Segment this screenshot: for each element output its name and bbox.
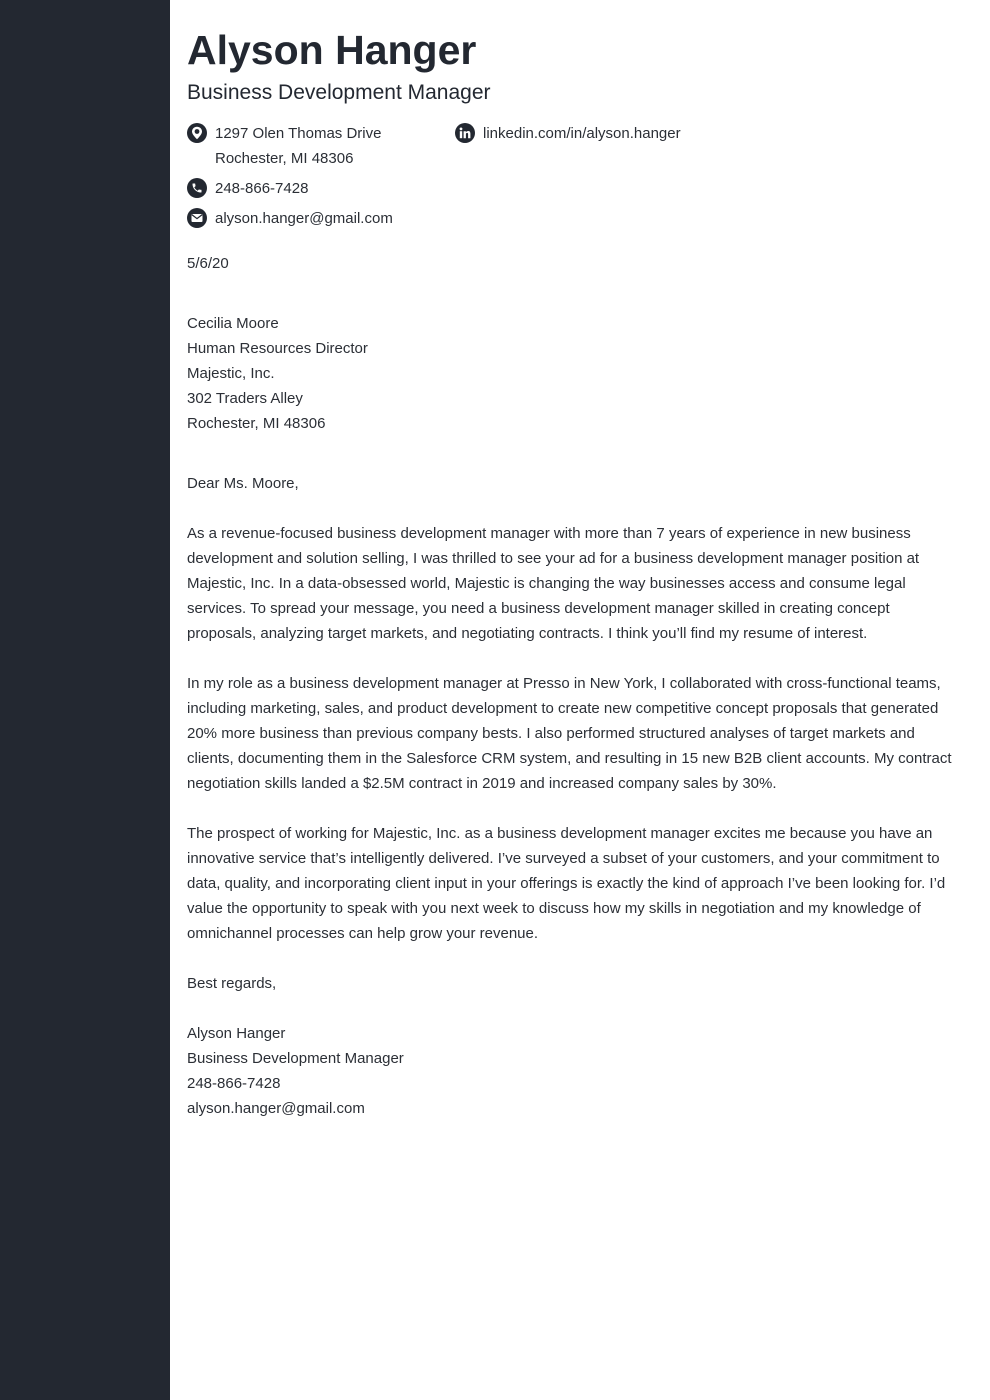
phone-icon [187, 178, 207, 198]
linkedin-text: linkedin.com/in/alyson.hanger [483, 125, 681, 142]
signature-phone: 248-866-7428 [187, 1075, 281, 1092]
address-text [215, 121, 381, 171]
signature-name: Alyson Hanger [187, 1025, 286, 1042]
closing: Best regards, [187, 975, 277, 992]
address-line-2: Rochester, MI 48306 [215, 150, 354, 167]
recipient-name: Cecilia Moore [187, 315, 279, 332]
applicant-job-title: Business Development Manager [187, 81, 491, 104]
contact-phone [187, 176, 308, 201]
recipient-title: Human Resources Director [187, 340, 368, 357]
letter-date: 5/6/20 [187, 255, 229, 272]
recipient-company: Majestic, Inc. [187, 365, 275, 382]
address-line-1: 1297 Olen Thomas Drive [215, 125, 382, 142]
contact-address [187, 121, 381, 171]
body-paragraph-3: The prospect of working for Majestic, Inc. as a business development manager excites me because you have an innovative service that’s intelligently delivered. I’ve surveyed a subset of your customers, and your commitment to data, quality, and incorporating client input in your offerings is exactly the kind of approach I’ve been looking for. I’d value the opportunity to speak with you next week to discuss how my skills in negotiation and my knowledge of omnichannel processes can help grow your revenue. [187, 825, 946, 942]
email-text: alyson.hanger@gmail.com [215, 210, 393, 227]
salutation: Dear Ms. Moore, [187, 475, 299, 492]
signature-title: Business Development Manager [187, 1050, 404, 1067]
recipient-block [187, 311, 368, 436]
contact-linkedin [455, 121, 681, 146]
map-pin-icon [187, 123, 207, 143]
recipient-street: 302 Traders Alley [187, 390, 303, 407]
linkedin-icon [455, 123, 475, 143]
signature-block [187, 1021, 404, 1121]
body-paragraph-2: In my role as a business development manager at Presso in New York, I collaborated with cross-functional teams, including marketing, sales, and product development to create new competitive concept proposals that generated 20% more business than previous company bests. I also performed structured analyses of target markets and clients, documenting them in the Salesforce CRM system, and resulting in 15 new B2B client accounts. My contract negotiation skills landed a $2.5M contract in 2019 and increased company sales by 30%. [187, 675, 952, 792]
sidebar-panel [0, 0, 170, 1400]
recipient-city: Rochester, MI 48306 [187, 415, 326, 432]
signature-email: alyson.hanger@gmail.com [187, 1100, 365, 1117]
envelope-icon [187, 208, 207, 228]
applicant-name: Alyson Hanger [187, 27, 477, 73]
contact-email [187, 206, 393, 231]
body-paragraph-1: As a revenue-focused business development manager with more than 7 years of experience in new business development and solution selling, I was thrilled to see your ad for a business development manager position at Majestic, Inc. In a data-obsessed world, Majestic is changing the way businesses access and consume legal services. To spread your message, you need a business development manager skilled in creating concept proposals, analyzing target markets, and negotiating contracts. I think you’ll find my resume of interest. [187, 525, 920, 642]
phone-text: 248-866-7428 [215, 180, 309, 197]
